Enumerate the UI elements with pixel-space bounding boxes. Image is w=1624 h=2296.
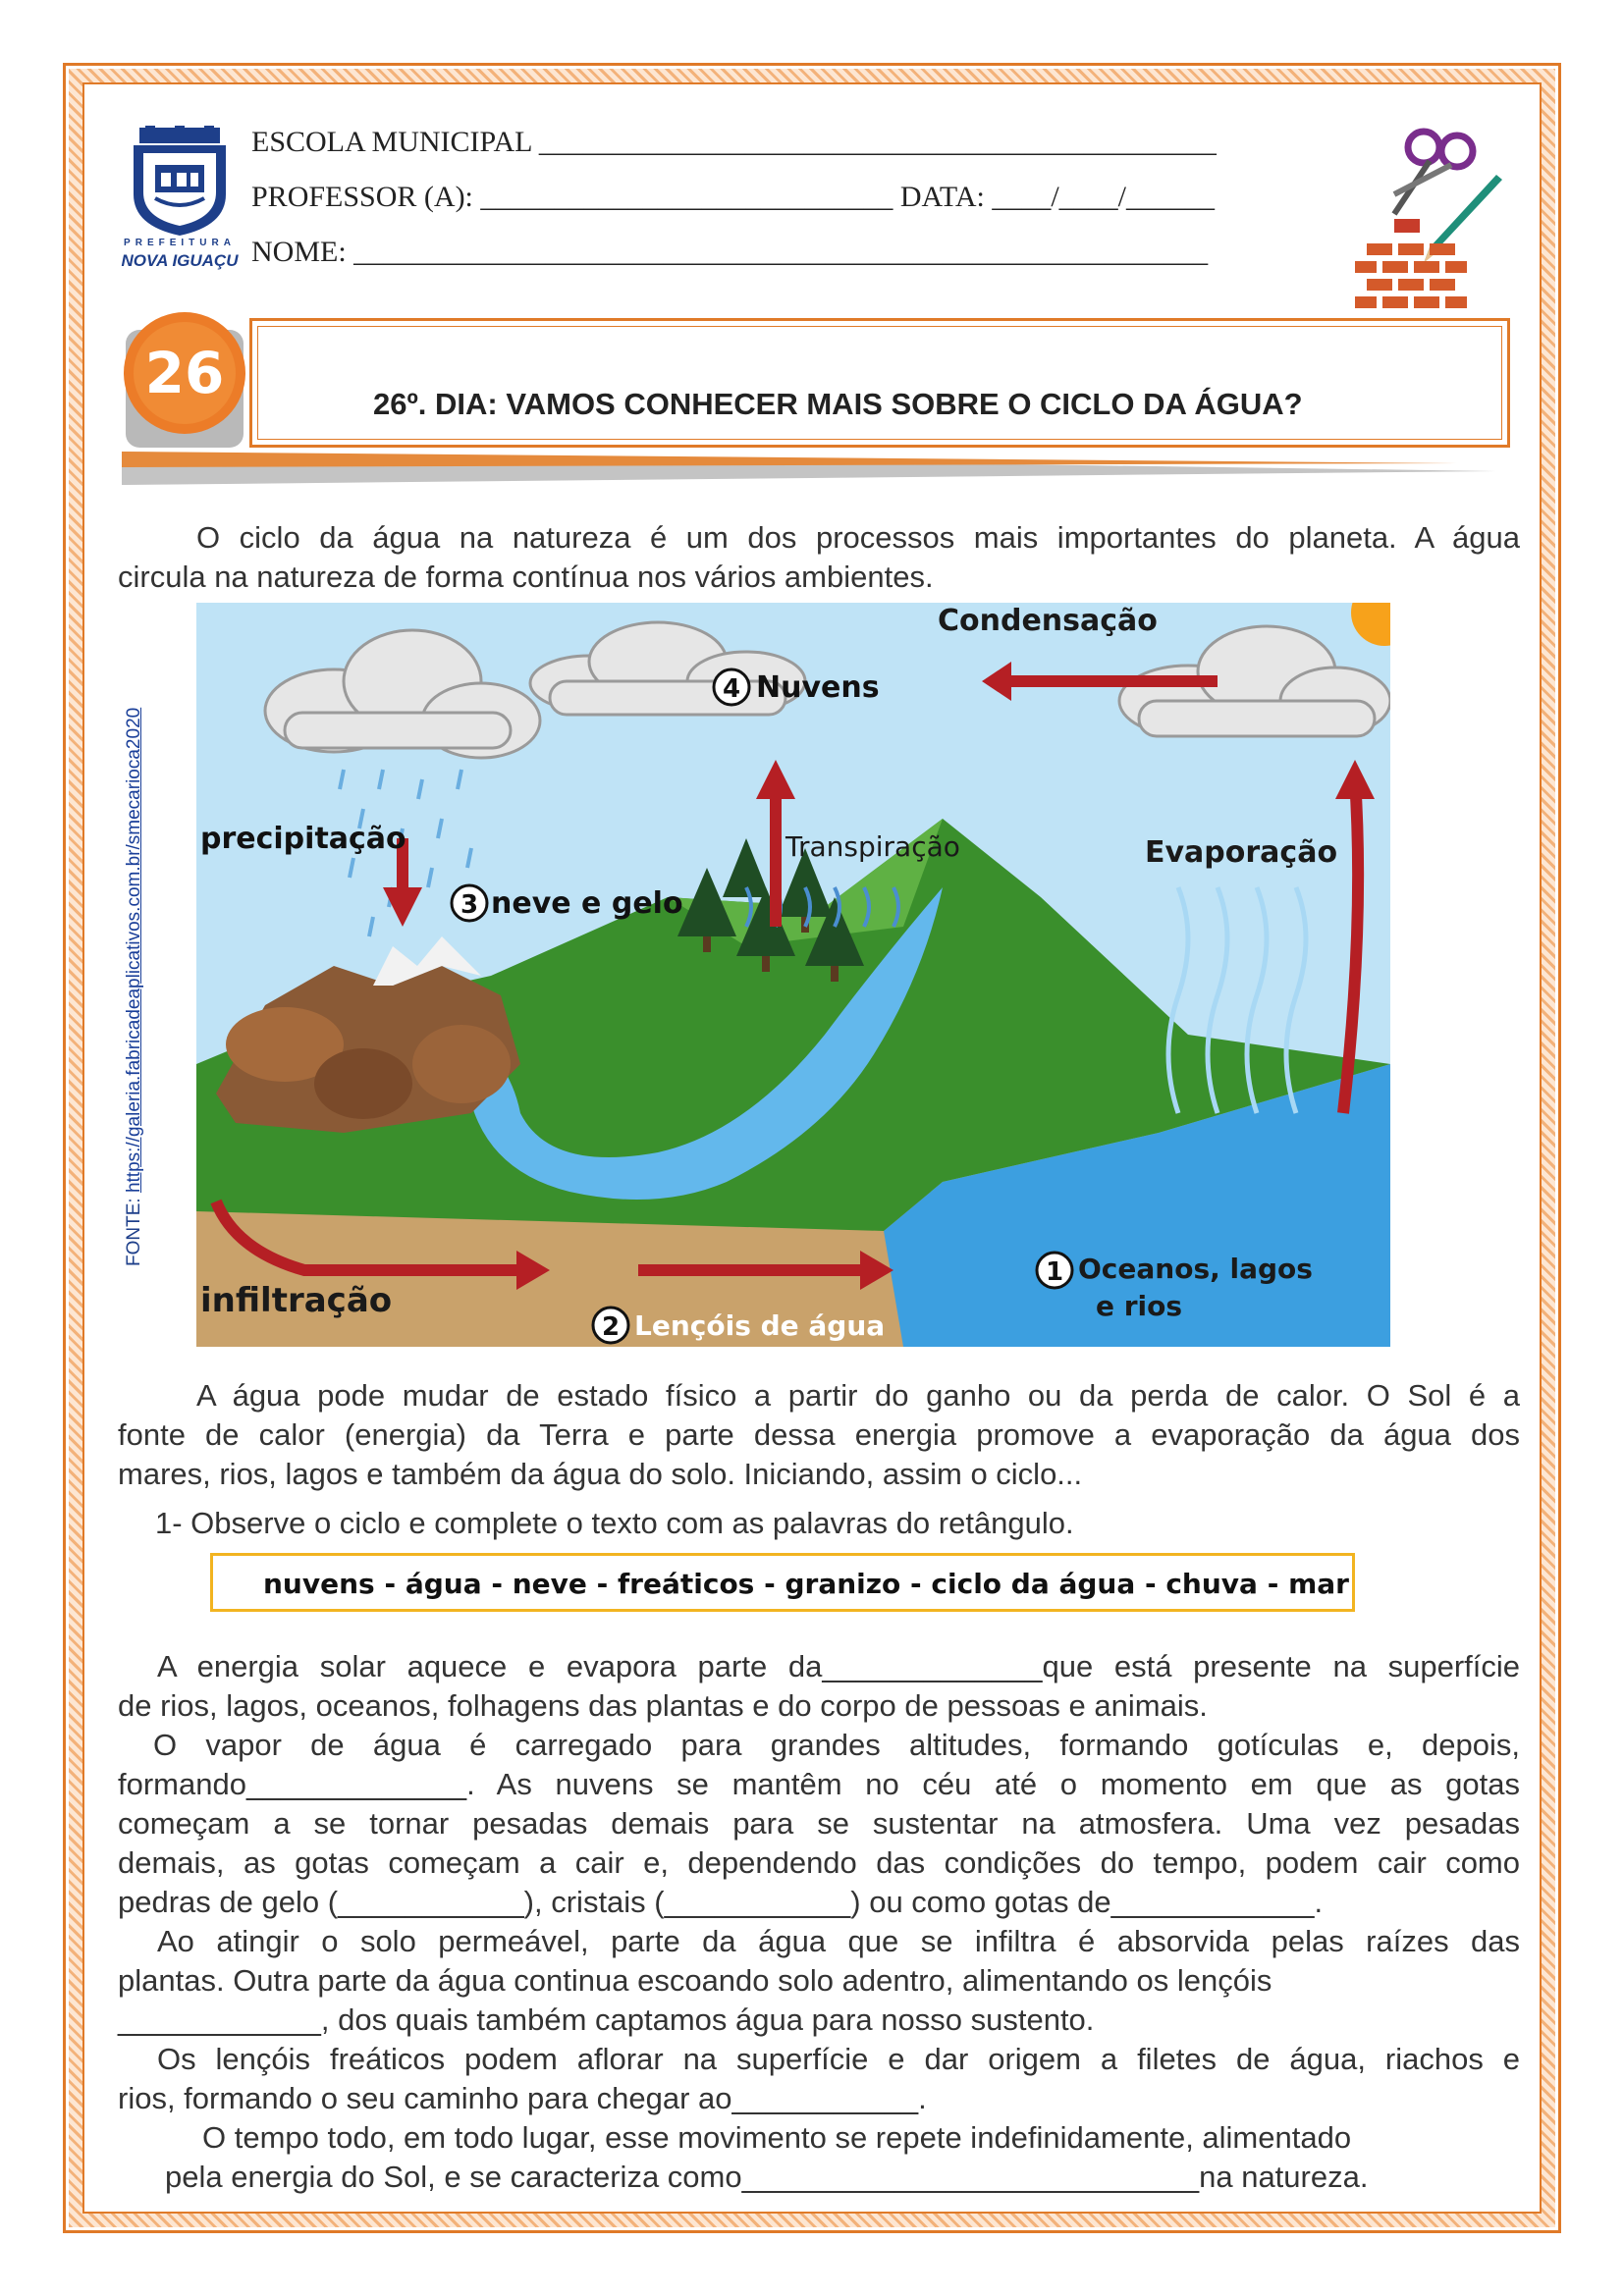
- label-transpiracao: Transpiração: [785, 830, 960, 863]
- label-oceanos-1: Oceanos, lagos: [1078, 1253, 1313, 1285]
- label-neve-gelo: neve e gelo: [491, 886, 683, 921]
- day-number-badge: [120, 300, 247, 448]
- school-field[interactable]: ESCOLA MUNICIPAL ______________________________________________: [251, 126, 1217, 158]
- label-condensacao: Condensação: [938, 604, 1158, 638]
- exercise-line-11: Os lençóis freáticos podem aflorar na superfície e dar origem a filetes de água, riachos e: [157, 2042, 1520, 2076]
- text2-line-3: mares, rios, lagos e também da água do solo. Iniciando, assim o ciclo...: [118, 1457, 1083, 1491]
- name-field[interactable]: NOME: __________________________________________________________: [251, 236, 1209, 268]
- exercise-line-8: Ao atingir o solo permeável, parte da água que se infiltra é absorvida pelas raízes das: [157, 1924, 1520, 1958]
- exercise-line-3: O vapor de água é carregado para grandes altitudes, formando gotículas e, depois,: [153, 1728, 1520, 1762]
- title-box: [249, 318, 1510, 448]
- intro-line-2: circula na natureza de forma contínua nos vários ambientes.: [118, 560, 934, 594]
- day-number-text: 26: [144, 340, 225, 406]
- label-number-2: 2: [601, 1312, 621, 1342]
- exercise-line-6: demais, as gotas começam a cair e, dependendo das condições do tempo, podem cair como: [118, 1845, 1520, 1880]
- title-underline-swoosh: [122, 452, 1496, 485]
- label-number-1: 1: [1045, 1257, 1064, 1287]
- logo-city-text: NOVA IGUAÇU: [121, 251, 239, 270]
- page-title: 26º. DIA: VAMOS CONHECER MAIS SOBRE O CICLO DA ÁGUA?: [373, 387, 1303, 421]
- exercise-line-1: A energia solar aquece e evapora parte da_____________que está presente na superfície: [157, 1649, 1520, 1683]
- exercise-line-14: pela energia do Sol, e se caracteriza como___________________________na natureza.: [165, 2160, 1369, 2194]
- label-infiltracao: infiltração: [200, 1281, 393, 1320]
- exercise-line-12: rios, formando o seu caminho para chegar ao___________.: [118, 2081, 927, 2115]
- label-lencois: Lençóis de água: [634, 1309, 886, 1342]
- exercise-line-5: começam a se tornar pesadas demais para se sustentar na atmosfera. Uma vez pesadas: [118, 1806, 1520, 1841]
- exercise-line-4: formando_____________. As nuvens se mantêm no céu até o momento em que as gotas: [118, 1767, 1520, 1801]
- exercise-line-7: pedras de gelo (___________), cristais (___________) ou como gotas de____________.: [118, 1885, 1324, 1919]
- text2-line-2: fonte de calor (energia) da Terra e parte dessa energia promove a evaporação da água dos: [118, 1417, 1520, 1452]
- teacher-date-field[interactable]: PROFESSOR (A): ____________________________ DATA: ____/____/______: [251, 181, 1215, 213]
- word-bank: nuvens - água - neve - freáticos - granizo - ciclo da água - chuva - mar: [263, 1568, 1349, 1600]
- exercise-line-10: ____________, dos quais também captamos água para nosso sustento.: [118, 2002, 1095, 2037]
- exercise-line-13: O tempo todo, em todo lugar, esse movimento se repete indefinidamente, alimentado: [202, 2120, 1352, 2155]
- label-oceanos-2: e rios: [1096, 1290, 1183, 1322]
- exercise-line-9: plantas. Outra parte da água continua escoando solo adentro, alimentando os lençóis: [118, 1963, 1272, 1998]
- label-nuvens: Nuvens: [756, 670, 880, 705]
- source-prefix: FONTE:: [124, 1193, 144, 1266]
- text2-line-1: A água pode mudar de estado físico a partir do ganho ou da perda de calor. O Sol é a: [196, 1378, 1520, 1413]
- label-number-3: 3: [460, 890, 479, 920]
- source-note: [124, 708, 145, 1266]
- label-evaporacao: Evaporação: [1145, 835, 1338, 870]
- exercise-line-2: de rios, lagos, oceanos, folhagens das plantas e do corpo de pessoas e animais.: [118, 1688, 1208, 1723]
- question-1: 1- Observe o ciclo e complete o texto com as palavras do retângulo.: [155, 1506, 1074, 1540]
- label-precipitacao: precipitação: [200, 822, 406, 856]
- school-supplies-icon: [1355, 126, 1512, 322]
- water-cycle-diagram: [196, 603, 1390, 1347]
- source-link[interactable]: https://galeria.fabricadeaplicativos.com.br/smecarioca2020: [124, 707, 144, 1194]
- logo-prefeitura-text: PREFEITURA: [124, 238, 236, 248]
- intro-line-1: O ciclo da água na natureza é um dos processos mais importantes do planeta. A água: [196, 520, 1520, 555]
- label-number-4: 4: [722, 674, 741, 704]
